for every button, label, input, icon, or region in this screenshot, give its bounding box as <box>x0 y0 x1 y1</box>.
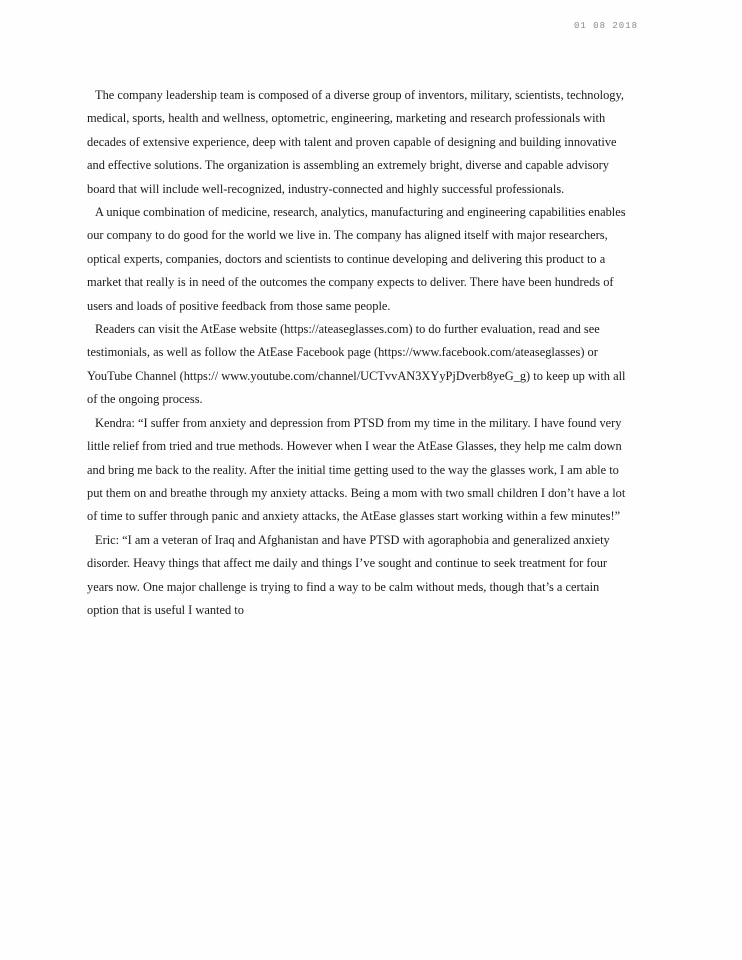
paragraph-testimonial-kendra: Kendra: “I suffer from anxiety and depression from PTSD from my time in the military. I have found very little relief from tried and true methods. However when I wear the AtEase Glasses, they help me calm down and bring me back to the reality. After the initial time getting used to the way the glasses work, I am able to put them on and breathe through my anxiety attacks. Being a mom with two small children I don’t have a lot of time to suffer through panic and anxiety attacks, the AtEase glasses start working within a few minutes!” <box>87 415 626 524</box>
paragraph-resources: Readers can visit the AtEase website (https://ateaseglasses.com) to do further evaluation, read and see testimonials, as well as follow the AtEase Facebook page (https://www.facebook.com/ateaseglasses) or YouTube Channel (https:// www.youtube.com/channel/UCTvvAN3XYyPjDverb8yeG_g) to keep up with all of the ongoing process. <box>87 322 626 407</box>
document-body <box>87 84 627 622</box>
date-stamp: 01 08 2018 <box>573 21 638 31</box>
paragraph-testimonial-eric: Eric: “I am a veteran of Iraq and Afghanistan and have PTSD with agoraphobia and generalized anxiety disorder. Heavy things that affect me daily and things I’ve sought and continue to seek treatment for four years now. One major challenge is trying to find a way to be calm without meds, though that’s a certain option that is useful I wanted to <box>87 532 610 617</box>
paragraph-capabilities: A unique combination of medicine, research, analytics, manufacturing and engineering capabilities enables our company to do good for the world we live in. The company has aligned itself with major researchers, optical experts, companies, doctors and scientists to continue developing and delivering this product to a market that really is in need of the outcomes the company expects to deliver. There have been hundreds of users and loads of positive feedback from those same people. <box>87 205 626 313</box>
paragraph-leadership: The company leadership team is composed of a diverse group of inventors, military, scientists, technology, medical, sports, health and wellness, optometric, engineering, marketing and research professionals with decades of extensive experience, deep with talent and proven capable of designing and building innovative and effective solutions. The organization is assembling an extremely bright, diverse and capable advisory board that will include well-recognized, industry-connected and highly successful professionals. <box>87 88 624 196</box>
